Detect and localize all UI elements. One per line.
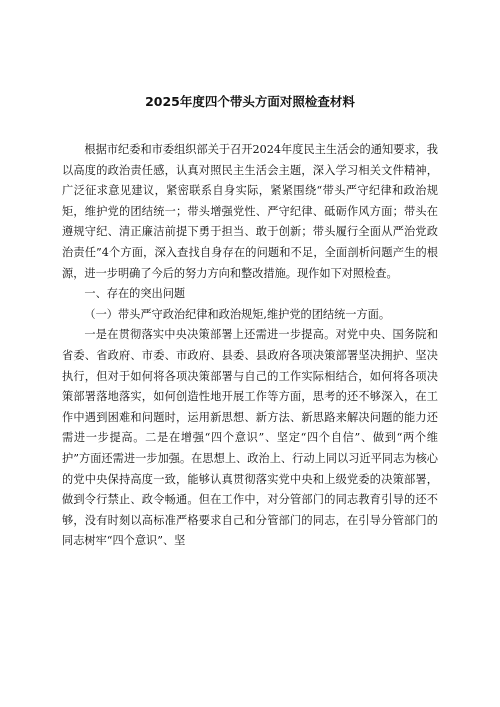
subsection-heading: （一）带头严守政治纪律和政治规矩,维护党的团结统一方面。 xyxy=(84,307,391,321)
body-paragraph: 一是在贯彻落实中央决策部署上还需进一步提高。对党中央、国务院和省委、省政府、市委、市政府、县委、县政府各项决策部署坚决拥护、坚决执行，但对于如何将各项决策部署与自己的工作实际相结合，如何将各项决策部署落地落实，如何创造性地开展工作等方面，思考的还不够深入，在工作中遇到困难和问题时，运用新思想、新方法、新思路来解决问题的能力还需进一步提高。二是在增强“四个意识”、坚定“四个自信”、做到“两个维护”方面还需进一步加强。在思想上、政治上、行动上同以习近平同志为核心的党中央保持高度一致，能够认真贯彻落实党中央和上级党委的决策部署，做到令行禁止、政令畅通。但在工作中，对分管部门的同志教育引导的还不够，没有时刻以高标准严格要求自己和分管部门的同志，在引导分管部门的同志树牢“四个意识”、坚 xyxy=(62,328,438,548)
document-title: 2025年度四个带头方面对照检查材料 xyxy=(145,94,355,109)
intro-paragraph: 根据市纪委和市委组织部关于召开2024年度民主生活会的通知要求，我以高度的政治责任感，认真对照民主生活会主题，深入学习相关文件精神，广泛征求意见建议，紧密联系自身实际，紧紧围绕“带头严守纪律和政治规矩，维护党的团结统一；带头增强党性、严守纪律、砥砺作风方面；带头在遵规守纪、清正廉洁前提下勇于担当、敢于创新；带头履行全面从严治党政治责任”4个方面，深入查找自身存在的问题和不足，全面剖析问题产生的根源，进一步明确了今后的努力方向和整改措施。现作如下对照检查。 xyxy=(62,143,438,280)
section-heading: 一、存在的突出问题 xyxy=(84,287,186,301)
document-body xyxy=(62,140,438,552)
